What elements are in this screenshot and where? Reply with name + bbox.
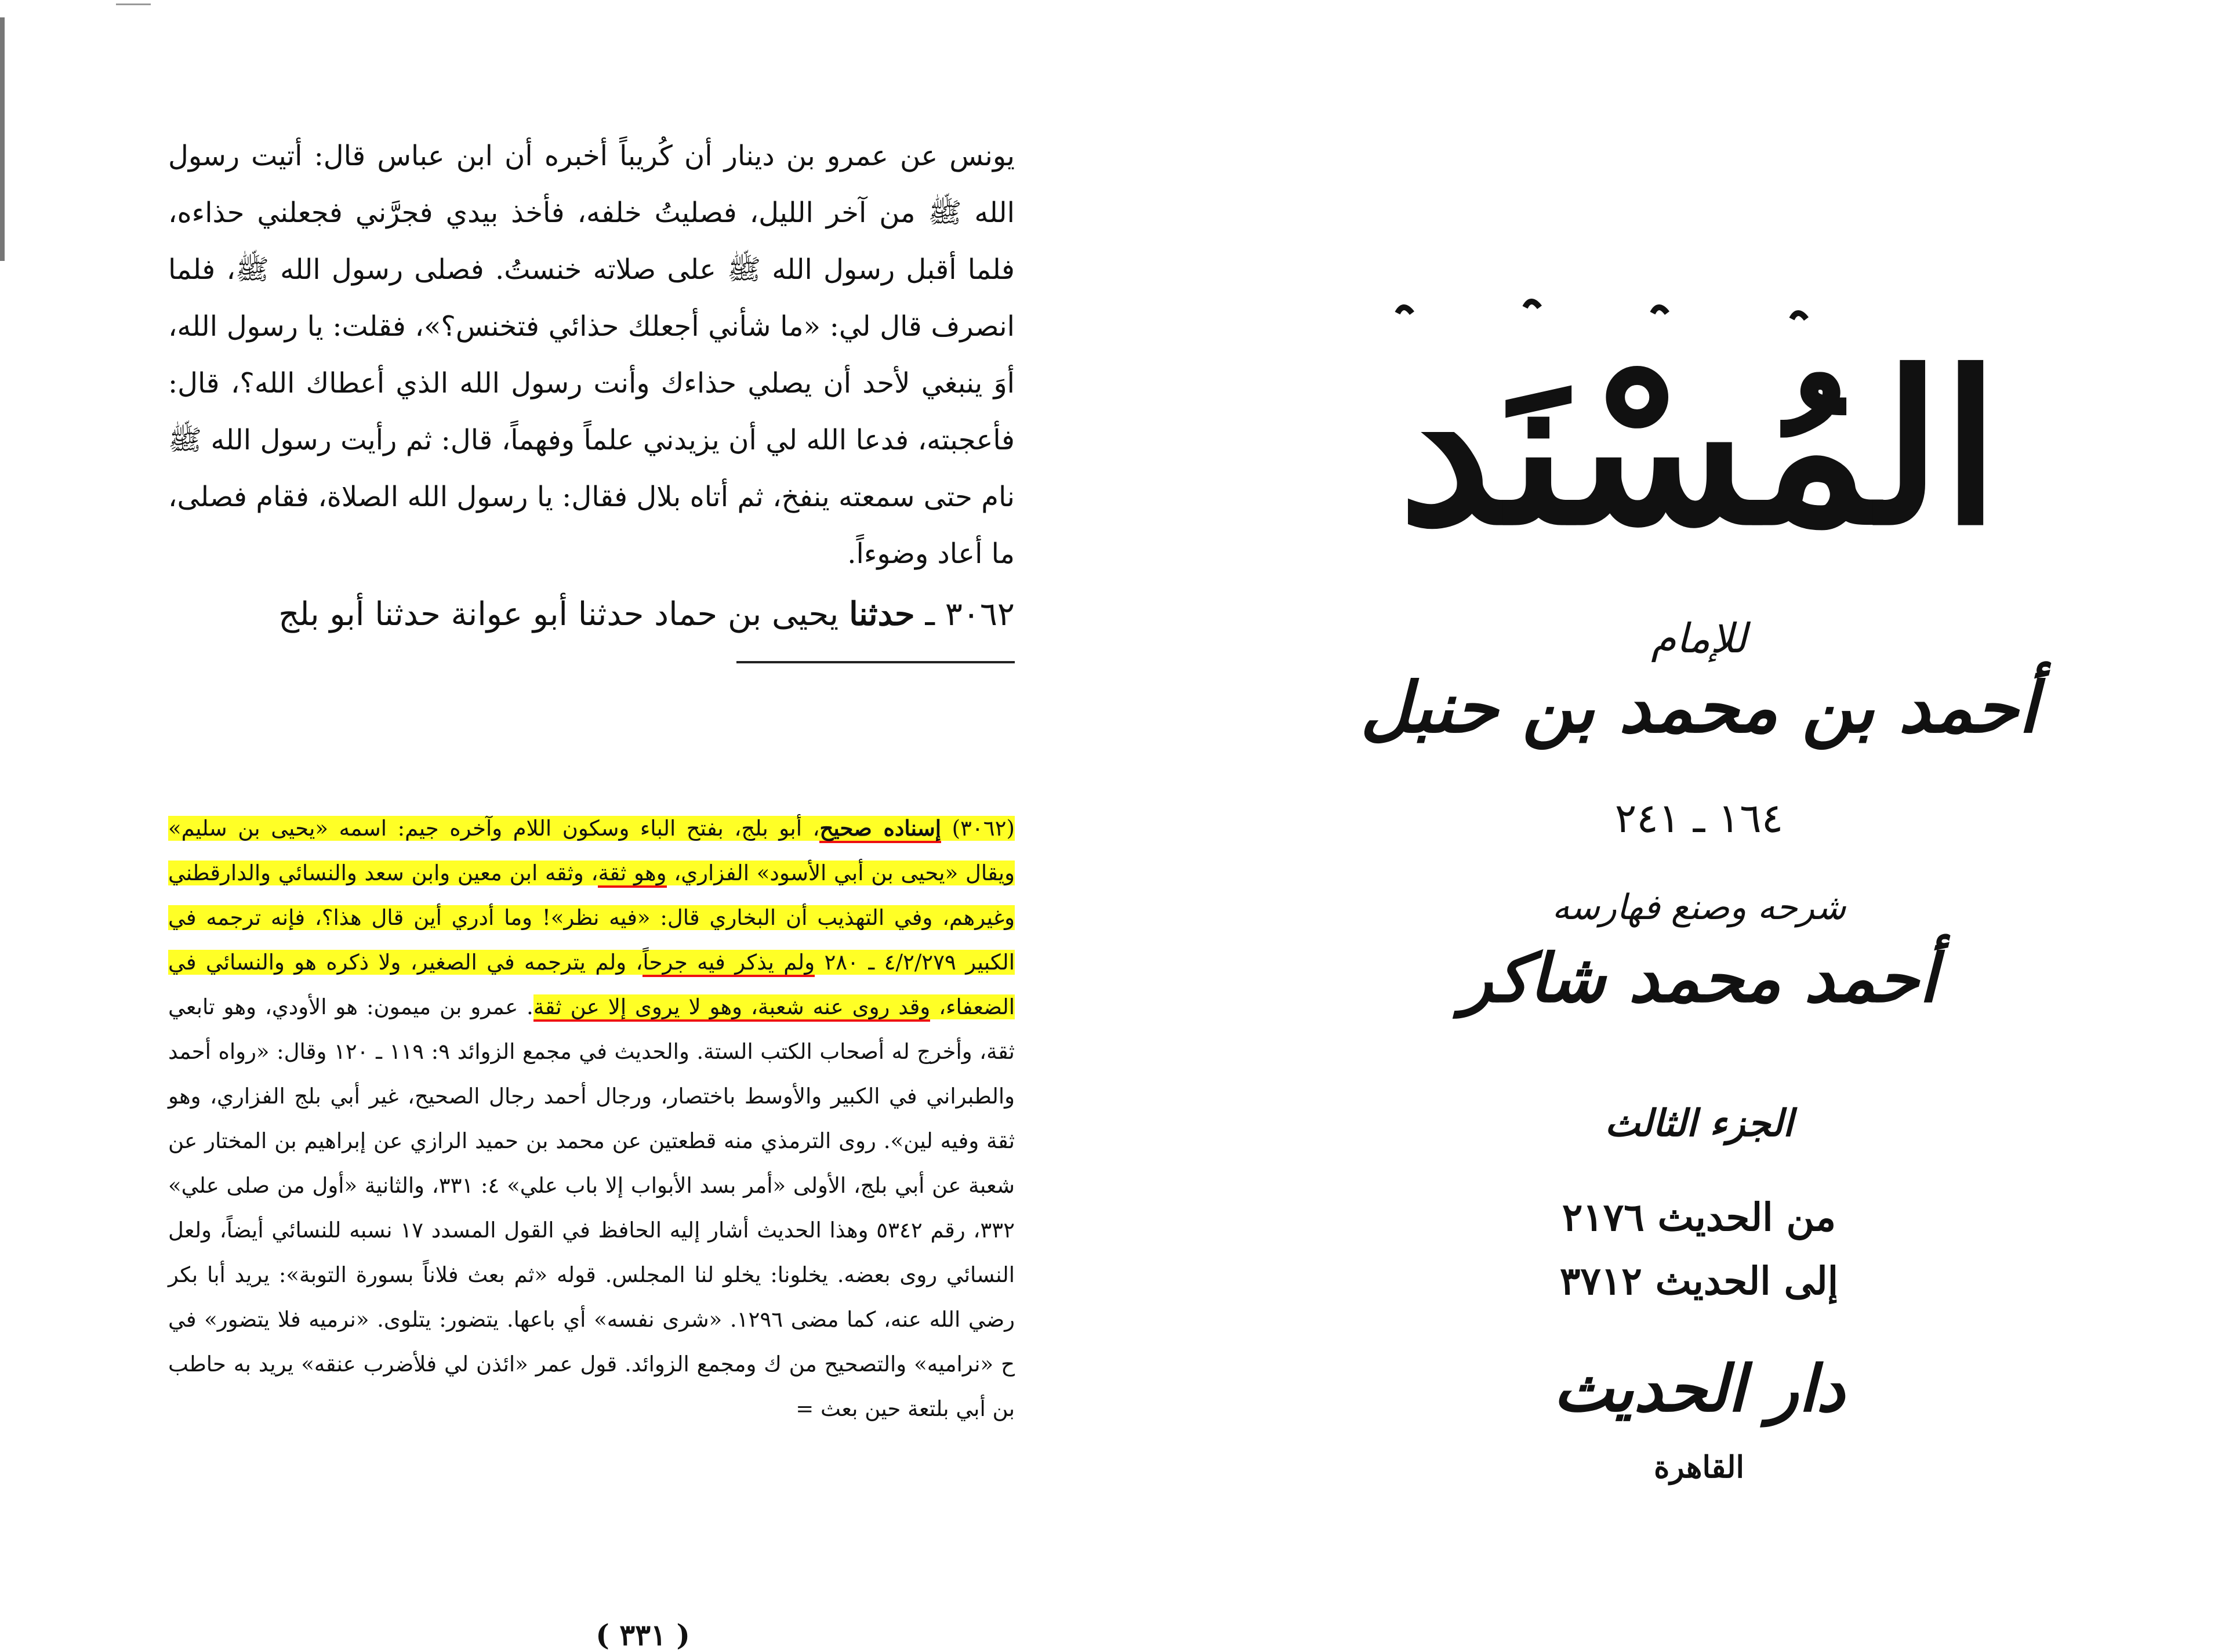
editor-name: أحمد محمد شاكر	[1460, 939, 1938, 1018]
underlined-isnad: إسناده صحيح	[819, 815, 941, 843]
publisher-name: دار الحديث	[1553, 1351, 1845, 1426]
title-page	[1351, 244, 2047, 1577]
title-text: المُسْنَد	[1398, 326, 2000, 571]
underlined-shuba: وقد روى عنه شعبة، وهو لا يروى إلا عن ثقة	[533, 994, 930, 1022]
footnote-highlight: (٣٠٦٢) إسناده صحيح، أبو بلج، بفتح الباء وسكون اللام وآخره جيم: اسمه «يحيى بن سليم» ويقال «يحيى بن أبي الأسود» الفزاري، وهو ثقة، وثقه ابن معين وابن سعد والنسائي والدارقطني وغيرهم، وفي التهذيب أن البخاري قال: «فيه نظر»! وما أدري أين قال هذا؟، فإنه ترجمه في الكبير ٤/٢/٢٧٩ ـ ٢٨٠ ولم يذكر فيه جرحاً، ولم يترجمه في الصغير، ولا ذكره هو والنسائي في الضعفاء، وقد روى عنه شعبة، وهو لا يروى إلا عن ثقة	[168, 816, 1015, 1019]
scan-edge-mark	[116, 3, 151, 5]
scan-edge-line	[0, 17, 5, 261]
hadith-chain: يحيى بن حماد حدثنا أبو عوانة حدثنا أبو بلج	[278, 596, 839, 633]
underlined-jarh: ولم يذكر فيه جرحاً	[642, 950, 815, 977]
hadith-keyword: حدثنا	[849, 595, 915, 633]
author-name: أحمد بن محمد بن حنبل	[1360, 667, 2038, 749]
left-page	[168, 128, 1015, 1652]
author-dates: ١٦٤ ـ ٢٤١	[1614, 794, 1784, 842]
commentary-label: شرحه وصنع فهارسه	[1552, 887, 1846, 928]
publisher-city: القاهرة	[1654, 1450, 1744, 1485]
footnote-separator	[736, 661, 1015, 663]
range-to: إلى الحديث ٣٧١٢	[1559, 1258, 1839, 1304]
range-from: من الحديث ٢١٧٦	[1562, 1194, 1836, 1240]
footnote-number: (٣٠٦٢)	[952, 816, 1015, 841]
calligraphic-title	[1351, 273, 2047, 597]
hadith-heading: ٣٠٦٢ ـ حدثنا يحيى بن حماد حدثنا أبو عوانة حدثنا أبو بلج	[278, 595, 1015, 633]
title-ornament-marks	[1397, 302, 1806, 319]
imam-label: للإمام	[1651, 615, 1747, 662]
volume-label: الجزء الثالث	[1604, 1102, 1794, 1145]
page-number: ( ٣٣١ )	[596, 1618, 690, 1652]
underlined-thiqa: وهو ثقة	[598, 861, 666, 888]
footnote-block	[168, 806, 1015, 1431]
footnote-continuation: . عمرو بن ميمون: هو الأودي، وهو تابعي ثقة، وأخرج له أصحاب الكتب الستة. والحديث في مجمع الزوائد ٩: ١١٩ ـ ١٢٠ وقال: «رواه أحمد والطبراني في الكبير والأوسط باختصار، ورجال أحمد رجال الصحيح، غير أبي بلج الفزاري، وهو ثقة وفيه لين». روى الترمذي منه قطعتين عن محمد بن حميد الرازي عن إبراهيم بن المختار عن شعبة عن أبي بلج، الأولى «أمر بسد الأبواب إلا باب علي» ٤: ٣٣١، والثانية «أول من صلى علي» ٣٣٢، رقم ٥٣٤٢ وهذا الحديث أشار إليه الحافظ في القول المسدد ١٧ نسبه للنسائي أيضاً، ولعل النسائي روى بعضه. يخلونا: يخلو لنا المجلس. قوله «ثم بعث فلاناً بسورة التوبة»: يريد أبا بكر رضي الله عنه، كما مضى ١٢٩٦. «شرى نفسه» أي باعها. يتضور: يتلوى. «نرميه فلا يتضور» في ح «نراميه» والتصحيح من ك ومجمع الزوائد. قول عمر «ائذن لي فلأضرب عنقه» يريد به حاطب بن أبي بلتعة حين بعث =	[168, 994, 1015, 1421]
hadith-body-text: يونس عن عمرو بن دينار أن كُريباً أخبره أن ابن عباس قال: أتيت رسول الله ﷺ من آخر الليل، فصليتُ خلفه، فأخذ بيدي فجرَّني فجعلني حذاءه، فلما أقبل رسول الله ﷺ على صلاته خنستُ. فصلى رسول الله ﷺ، فلما انصرف قال لي: «ما شأني أجعلك حذائي فتخنس؟»، فقلت: يا رسول الله، أوَ ينبغي لأحد أن يصلي حذاءك وأنت رسول الله الذي أعطاك الله؟، قال: فأعجبته، فدعا الله لي أن يزيدني علماً وفهماً، قال: ثم رأيت رسول الله ﷺ نام حتى سمعته ينفخ، ثم أتاه بلال فقال: يا رسول الله الصلاة، فقام فصلى، ما أعاد وضوءاً.	[168, 140, 1015, 570]
hadith-number: ٣٠٦٢	[945, 596, 1015, 633]
